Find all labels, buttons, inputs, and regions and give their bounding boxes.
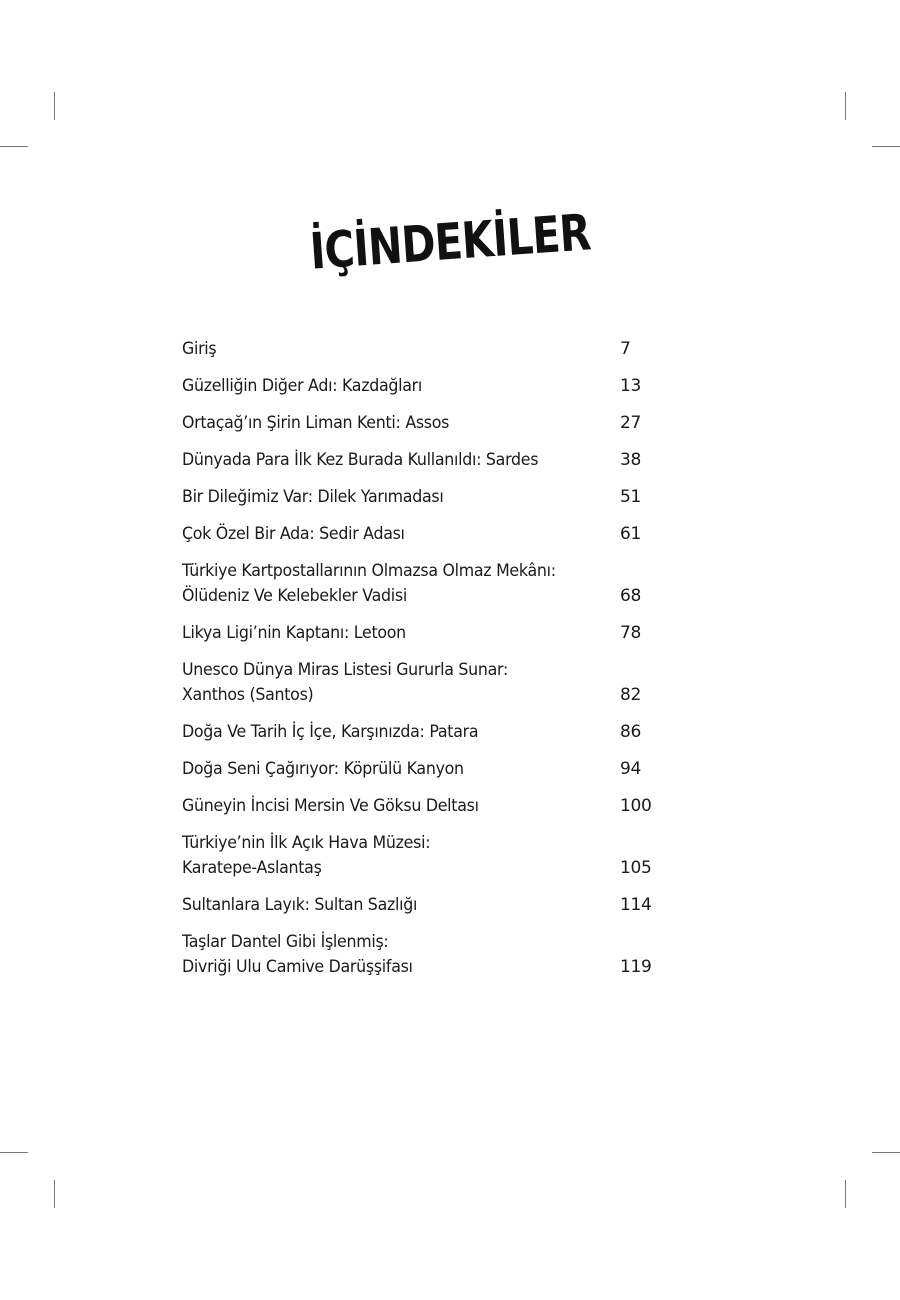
crop-mark xyxy=(872,1152,900,1153)
crop-mark xyxy=(845,1180,846,1208)
toc-entry-title xyxy=(182,522,589,547)
toc-entry-page: 7 xyxy=(620,339,631,359)
table-of-contents xyxy=(182,337,682,980)
toc-entry-page: 78 xyxy=(620,623,642,643)
toc-entry xyxy=(182,893,682,918)
toc-entry-title-line: Likya Ligi’nin Kaptanı: Letoon xyxy=(182,623,406,643)
toc-entry-title-line: Karatepe-Aslantaş xyxy=(182,858,322,878)
toc-entry xyxy=(182,337,682,362)
toc-entry xyxy=(182,448,682,473)
crop-mark xyxy=(54,92,55,120)
toc-entry xyxy=(182,374,682,399)
toc-entry-title-line: Ortaçağ’ın Şirin Liman Kenti: Assos xyxy=(182,413,450,433)
toc-entry-title-line: Doğa Seni Çağırıyor: Köprülü Kanyon xyxy=(182,759,464,779)
toc-entry xyxy=(182,794,682,819)
toc-entry-page: 94 xyxy=(620,759,642,779)
crop-mark xyxy=(0,1152,28,1153)
toc-entry-title-line: Divriği Ulu Camive Darüşşifası xyxy=(182,957,413,977)
toc-entry-page: 51 xyxy=(620,487,642,507)
toc-entry-title-line: Güzelliğin Diğer Adı: Kazdağları xyxy=(182,376,423,396)
toc-entry xyxy=(182,757,682,782)
toc-entry-title-line: Sultanlara Layık: Sultan Sazlığı xyxy=(182,895,418,915)
toc-entry-title-line: Çok Özel Bir Ada: Sedir Adası xyxy=(182,524,405,544)
toc-entry-title xyxy=(182,720,589,745)
page-title xyxy=(0,203,900,281)
toc-entry-page: 27 xyxy=(620,413,642,433)
toc-entry xyxy=(182,621,682,646)
crop-mark xyxy=(845,92,846,120)
toc-entry xyxy=(182,831,682,881)
toc-entry-title-line: Bir Dileğimiz Var: Dilek Yarımadası xyxy=(182,487,444,507)
toc-entry-page: 38 xyxy=(620,450,642,470)
toc-entry-title-line: Unesco Dünya Miras Listesi Gururla Sunar: xyxy=(182,660,509,680)
toc-entry-title-line: Taşlar Dantel Gibi İşlenmiş: xyxy=(182,932,389,952)
toc-entry-page: 13 xyxy=(620,376,642,396)
toc-entry xyxy=(182,522,682,547)
toc-entry-title-line: Türkiye Kartpostallarının Olmazsa Olmaz Mekânı: xyxy=(182,561,556,581)
toc-entry-page: 61 xyxy=(620,524,642,544)
toc-entry-title-line: Güneyin İncisi Mersin Ve Göksu Deltası xyxy=(182,796,479,816)
toc-entry-page: 82 xyxy=(620,685,642,705)
toc-entry xyxy=(182,720,682,745)
toc-entry-title xyxy=(182,337,589,362)
toc-entry xyxy=(182,930,682,980)
toc-entry xyxy=(182,485,682,510)
toc-entry-title xyxy=(182,831,589,881)
toc-entry-title xyxy=(182,485,589,510)
toc-entry-title-line: Giriş xyxy=(182,339,217,359)
toc-entry-page: 105 xyxy=(620,858,652,878)
toc-entry-title-line: Dünyada Para İlk Kez Burada Kullanıldı: Sardes xyxy=(182,450,539,470)
toc-entry-title xyxy=(182,794,589,819)
toc-entry-title xyxy=(182,757,589,782)
toc-entry xyxy=(182,559,682,609)
toc-entry-title xyxy=(182,658,589,708)
page-title-text: İÇİNDEKİLER xyxy=(307,203,593,281)
toc-entry-title-line: Xanthos (Santos) xyxy=(182,685,314,705)
crop-mark xyxy=(872,146,900,147)
toc-entry-title xyxy=(182,893,589,918)
toc-entry-title-line: Türkiye’nin İlk Açık Hava Müzesi: xyxy=(182,833,431,853)
toc-entry-title xyxy=(182,930,589,980)
toc-entry-title xyxy=(182,411,589,436)
toc-entry xyxy=(182,658,682,708)
toc-entry-page: 68 xyxy=(620,586,642,606)
toc-entry-page: 100 xyxy=(620,796,652,816)
toc-entry-title xyxy=(182,448,589,473)
toc-entry xyxy=(182,411,682,436)
toc-entry-page: 114 xyxy=(620,895,652,915)
crop-mark xyxy=(0,146,28,147)
crop-mark xyxy=(54,1180,55,1208)
toc-entry-page: 119 xyxy=(620,957,652,977)
toc-entry-title xyxy=(182,621,589,646)
toc-entry-title-line: Ölüdeniz Ve Kelebekler Vadisi xyxy=(182,586,407,606)
toc-entry-title xyxy=(182,374,589,399)
toc-entry-page: 86 xyxy=(620,722,642,742)
toc-entry-title xyxy=(182,559,589,609)
toc-entry-title-line: Doğa Ve Tarih İç İçe, Karşınızda: Patara xyxy=(182,722,479,742)
